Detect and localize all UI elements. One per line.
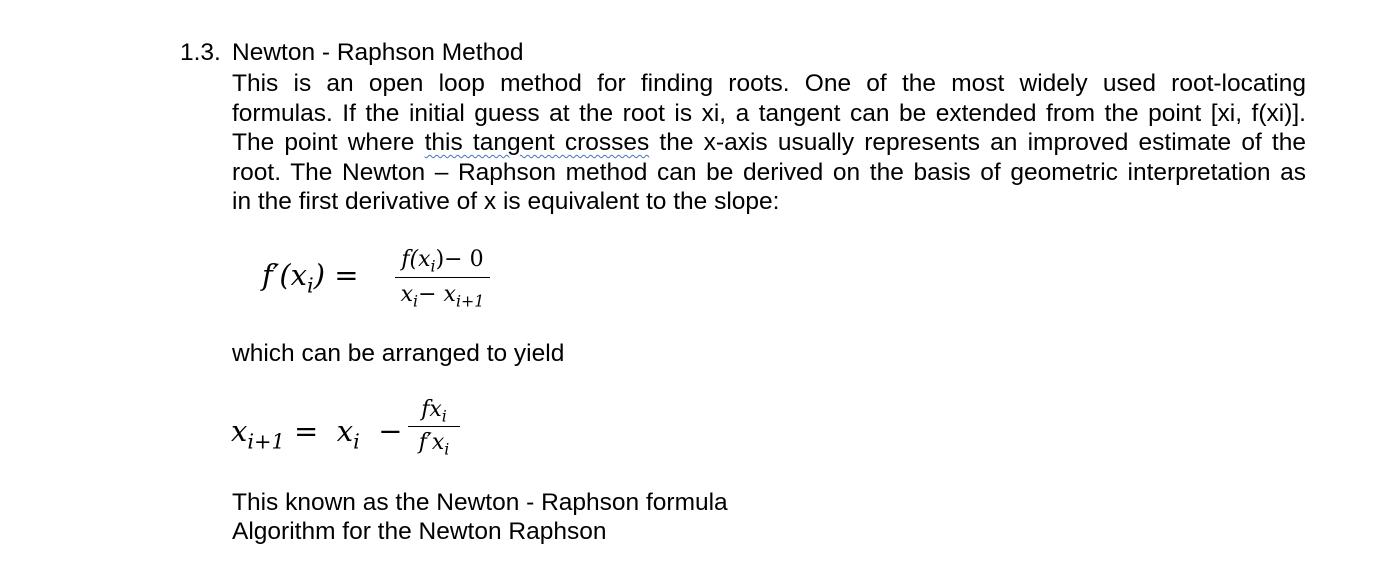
paragraph-line: formulas. If the initial guess at the root is xi, a tangent can be extended from the point [xi, f(xi)]. xyxy=(232,99,1306,127)
closing-text xyxy=(232,489,728,546)
math-term: f′x xyxy=(418,430,445,455)
fraction-numerator xyxy=(408,396,460,424)
paragraph-text: the x-axis usually represents an improved estimate of the xyxy=(649,129,1306,156)
equals-sign: = xyxy=(294,414,319,448)
math-subscript: i xyxy=(444,439,450,459)
math-subscript: i xyxy=(353,429,360,454)
equation-newton-raphson-lhs xyxy=(231,414,403,454)
equation-newton-raphson-fraction xyxy=(408,396,460,457)
math-subscript: i+1 xyxy=(247,429,285,454)
math-subscript: i xyxy=(307,273,314,298)
paragraph-line: in the first derivative of x is equivalent to the slope: xyxy=(232,188,780,215)
math-term: x xyxy=(231,414,248,448)
paragraph-text: The point where xyxy=(232,129,425,156)
math-term: )− 0 xyxy=(435,247,484,272)
math-term: x xyxy=(336,414,354,448)
closing-line: This known as the Newton - Raphson formula xyxy=(232,489,728,516)
math-term: f′(x xyxy=(262,258,307,292)
equation-derivative-fraction xyxy=(395,246,490,310)
math-subscript: i+1 xyxy=(455,291,485,311)
math-subscript: i xyxy=(430,256,436,276)
paragraph-line xyxy=(232,128,1306,158)
section-number: 1.3. xyxy=(180,39,221,66)
equals-sign: = xyxy=(334,258,359,292)
closing-line: Algorithm for the Newton Raphson xyxy=(232,517,607,545)
paragraph-line: root. The Newton – Raphson method can be derived on the basis of geometric interpretation as xyxy=(232,158,1306,186)
math-operator: − xyxy=(418,282,444,307)
fraction-bar xyxy=(408,426,460,427)
fraction-denominator xyxy=(408,429,460,457)
section-heading xyxy=(180,38,523,68)
math-term: x xyxy=(443,282,456,307)
equation-derivative-lhs xyxy=(262,258,359,298)
section-title: Newton - Raphson Method xyxy=(232,39,524,66)
paragraph-line: This is an open loop method for finding roots. One of the most widely used root-locating xyxy=(232,70,1306,97)
math-subscript: i xyxy=(441,406,447,426)
math-term: ) xyxy=(313,258,326,292)
transition-text: which can be arranged to yield xyxy=(232,340,565,367)
fraction-denominator xyxy=(395,280,490,310)
fraction-numerator xyxy=(395,246,490,274)
grammar-flagged-phrase[interactable]: this tangent crosses xyxy=(424,129,650,156)
body-paragraph xyxy=(232,69,1306,217)
math-term: x xyxy=(400,282,414,307)
minus-sign: − xyxy=(378,414,403,448)
math-term: f(x xyxy=(401,247,431,272)
fraction-bar xyxy=(395,277,490,278)
math-term: fx xyxy=(421,397,442,422)
math-subscript: i xyxy=(413,291,419,311)
